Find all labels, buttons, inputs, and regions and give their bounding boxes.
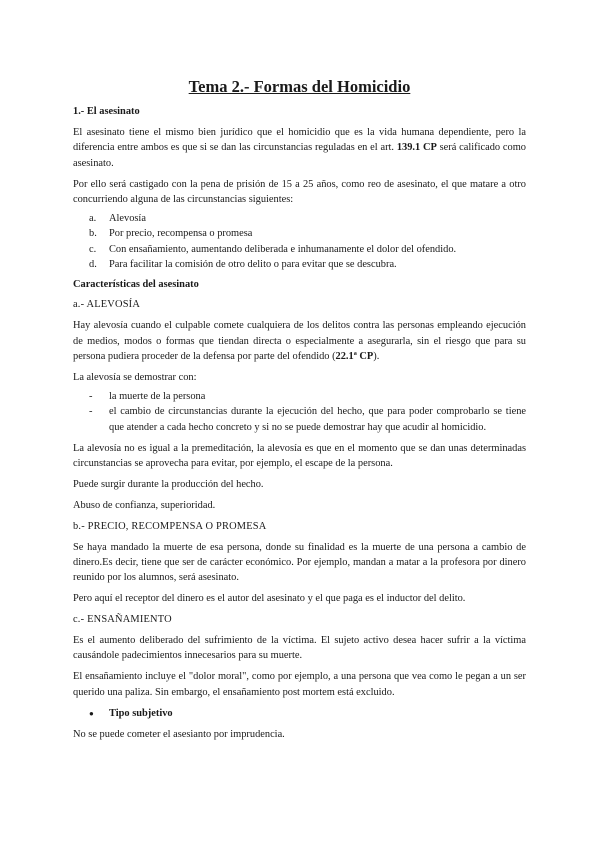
bullet-icon: ● xyxy=(89,708,94,718)
paragraph-alevosia-abuso: Abuso de confianza, superioridad. xyxy=(73,500,216,512)
alevosia-list xyxy=(73,389,526,435)
list-item-text: Alevosía xyxy=(109,213,146,225)
list-item xyxy=(73,404,526,434)
page-title: Tema 2.- Formas del Homicidio xyxy=(188,77,411,96)
paragraph-pena: Por ello será castigado con la pena de prisión de 15 a 25 años, como reo de asesinato, el que matare a otro concurriendo alguna de las circunstancias siguientes: xyxy=(73,178,526,206)
list-item xyxy=(73,389,526,404)
document-page xyxy=(73,0,526,742)
paragraph-ensanamiento-def: Es el aumento deliberado del sufrimiento de la víctima. El sujeto activo desea hacer sufrir a la víctima causándole padecimientos innecesarios para su muerte. xyxy=(73,634,526,662)
list-marker: d. xyxy=(89,258,97,270)
circumstances-list xyxy=(73,211,526,272)
list-marker: c. xyxy=(89,243,97,255)
list-item xyxy=(73,242,526,257)
paragraph-alevosia-demostrar: La alevosía se demostrar con: xyxy=(73,372,197,384)
paragraph-intro xyxy=(73,125,526,171)
subheading-precio: b.- PRECIO, RECOMPENSA O PROMESA xyxy=(73,520,267,532)
paragraph-imprudencia: No se puede cometer el asesianto por imprudencia. xyxy=(73,728,285,740)
bullet-text: Tipo subjetivo xyxy=(109,707,173,719)
paragraph-alevosia-def xyxy=(73,318,526,364)
list-item-text: Para facilitar la comisión de otro delito o para evitar que se descubra. xyxy=(109,258,397,270)
list-item-text: Por precio, recompensa o promesa xyxy=(109,228,253,240)
legal-reference: 22.1ª CP xyxy=(335,350,374,362)
paragraph-precio-def: Se haya mandado la muerte de esa persona, donde su finalidad es la muerte de una persona a cambio de dinero.Es decir, tiene que ser de carácter económico. Por ejemplo, mandan a matar a la profesora por dinero reunido por los alumnos, será asesinato. xyxy=(73,541,526,584)
list-item xyxy=(73,257,526,272)
list-marker: - xyxy=(89,406,93,418)
list-marker: a. xyxy=(89,213,97,225)
list-item xyxy=(73,211,526,226)
section-heading-asesinato: 1.- El asesinato xyxy=(73,106,140,117)
paragraph-ensanamiento-dolor: El ensañamiento incluye el "dolor moral", como por ejemplo, a una persona que vea como le pegan a un ser querido una paliza. Sin embargo, el ensañamiento post mortem está excluido. xyxy=(73,671,526,698)
list-item-text: Con ensañamiento, aumentando deliberada e inhumanamente el dolor del ofendido. xyxy=(109,243,457,255)
paragraph-intro-text: El asesinato tiene el mismo bien jurídico que el homicidio que es la vida humana dependiente, pero la diferencia entre ambos es que si se dan las circunstancias reguladas en el art. xyxy=(73,127,526,154)
legal-reference: 139.1 CP xyxy=(396,142,437,154)
paragraph-alevosia-text: Hay alevosía cuando el culpable comete cualquiera de los delitos contra las personas empleando ejecución de medios, modos o formas que tiendan directa o especialmente a asegurarla, sin el riesgo que para su persona pudiera proceder de la defensa por parte del ofendido ( xyxy=(73,320,526,362)
list-item xyxy=(73,226,526,241)
paragraph-alevosia-surgir: Puede surgir durante la producción del hecho. xyxy=(73,479,264,491)
list-marker: b. xyxy=(89,228,97,240)
paragraph-precio-receptor: Pero aquí el receptor del dinero es el autor del asesinato y el que paga es el inductor del delito. xyxy=(73,593,466,605)
paragraph-intro-end: será calificado como asesinato. xyxy=(73,142,526,169)
list-marker: - xyxy=(89,391,93,403)
paragraph-alevosia-end: ). xyxy=(373,350,380,362)
list-item-text: la muerte de la persona xyxy=(109,391,206,403)
subheading-alevosia: a.- ALEVOSÍA xyxy=(73,299,141,311)
subheading-ensanamiento: c.- ENSAÑAMIENTO xyxy=(73,613,172,625)
list-item-text: el cambio de circunstancias durante la ejecución del hecho, que para poder comprobarlo se tiene que atender a cada hecho concreto y si no se puede demostrar hay que acudir al homicidio. xyxy=(109,406,526,433)
bullet-tipo-subjetivo xyxy=(73,706,526,721)
section-heading-caracteristicas: Características del asesinato xyxy=(73,279,199,291)
paragraph-alevosia-premeditacion: La alevosía no es igual a la premeditación, la alevosía es que en el momento que se dan unas determinadas circunstancias se aprovecha para evitar, por ejemplo, el escape de la persona. xyxy=(73,442,526,470)
